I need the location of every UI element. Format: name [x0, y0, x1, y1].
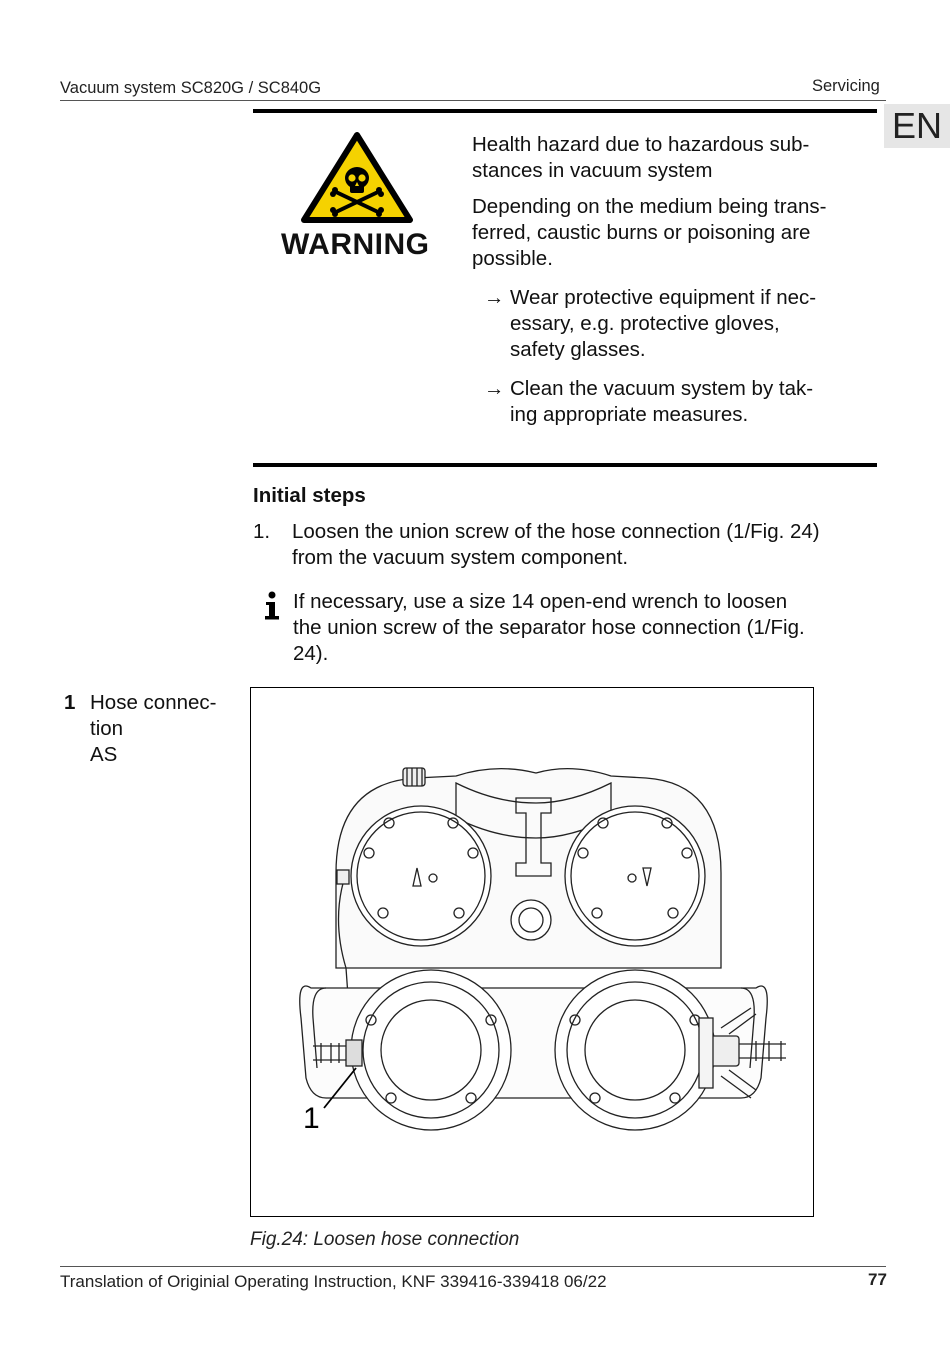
legend-line: AS [90, 743, 118, 766]
info-line: If necessary, use a size 14 open-end wrench to loosen [293, 590, 788, 613]
header-rule [60, 100, 886, 101]
info-line: the union screw of the separator hose connection (1/Fig. [293, 616, 805, 639]
warning-bottom-rule [253, 463, 877, 467]
warning-title-line: stances in vacuum system [472, 159, 713, 182]
info-note [293, 589, 873, 667]
legend-line: tion [90, 717, 124, 740]
figure-callout: 1 [303, 1102, 320, 1135]
bullet-line: safety glasses. [510, 338, 646, 361]
warning-top-rule [253, 109, 877, 113]
step-line: from the vacuum system component. [292, 546, 629, 569]
warning-signal-word: WARNING [281, 228, 430, 261]
step-text [292, 519, 882, 571]
footer-rule [60, 1266, 886, 1267]
arrow-right-icon: → [484, 377, 505, 400]
warning-description-line: ferred, caustic burns or poisoning are [472, 221, 811, 244]
legend-number: 1 [64, 691, 76, 714]
warning-title-line: Health hazard due to hazardous sub- [472, 133, 810, 156]
arrow-right-icon: → [484, 286, 505, 309]
step-number: 1. [253, 520, 271, 543]
doc-title: Vacuum system SC820G / SC840G [60, 79, 322, 97]
section-title: Servicing [812, 77, 880, 95]
bullet-line: Clean the vacuum system by tak- [510, 377, 814, 400]
footer-text: Translation of Originial Operating Instruction, KNF 339416-339418 06/22 [60, 1272, 607, 1291]
warning-bullet [484, 376, 874, 428]
warning-description-line: possible. [472, 247, 553, 270]
section-heading: Initial steps [253, 484, 366, 507]
info-line: 24). [293, 642, 329, 665]
legend-text [90, 690, 240, 768]
legend-line: Hose connec- [90, 691, 217, 714]
warning-title [472, 132, 872, 184]
warning-description [472, 194, 872, 272]
vacuum-system-drawing [251, 688, 813, 1216]
skull-crossbones-warning-icon [300, 132, 414, 224]
warning-description-line: Depending on the medium being trans- [472, 195, 827, 218]
bullet-line: Wear protective equipment if nec- [510, 286, 817, 309]
figure-caption: Fig.24: Loosen hose connection [250, 1229, 520, 1250]
figure-frame [250, 687, 814, 1217]
language-tab: EN [884, 104, 950, 148]
info-icon [263, 591, 281, 621]
bullet-line: ing appropriate measures. [510, 403, 749, 426]
step-line: Loosen the union screw of the hose connection (1/Fig. 24) [292, 520, 820, 543]
page-number: 77 [868, 1270, 887, 1289]
warning-bullet [484, 285, 874, 363]
bullet-line: essary, e.g. protective gloves, [510, 312, 780, 335]
